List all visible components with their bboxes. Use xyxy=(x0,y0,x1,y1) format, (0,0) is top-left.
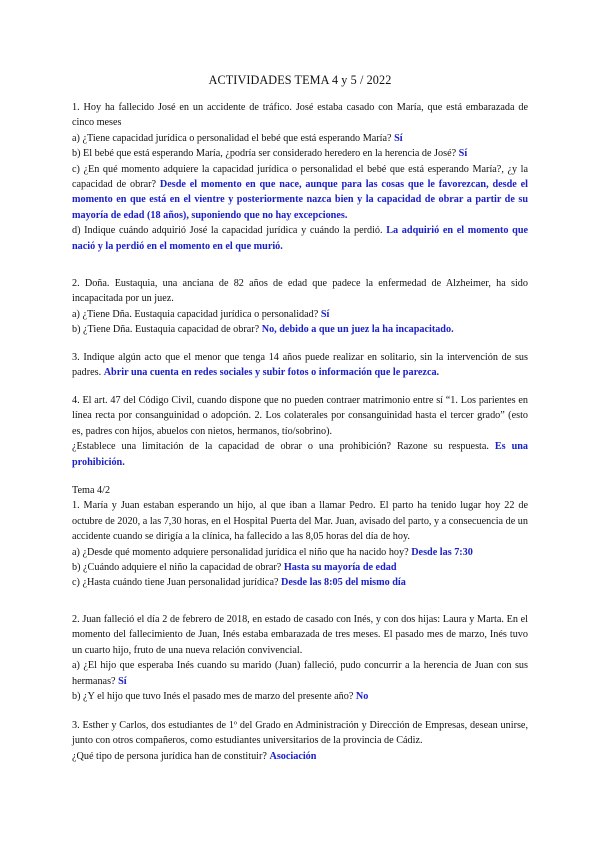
answer-1a: Sí xyxy=(394,132,403,144)
tema42-answer-2b: No xyxy=(355,691,369,703)
tema42-question-2-intro: 2. Juan falleció el día 2 de febrero de 2018, en estado de casado con Inés, y con dos hijas: Laura y Marta. En el momento del fallecimiento de Juan, Inés estaba embarazada de tres meses. El pasado mes de marzo, Inés tuvo un cuarto hijo, fruto de una nueva relación convivencial. xyxy=(72,614,528,656)
tema42-question-1b: b) ¿Cuándo adquiere el niño la capacidad de obrar? Hasta su mayoría de edad xyxy=(72,562,397,574)
question-2-intro: 2. Doña. Eustaquia, una anciana de 82 años de edad que padece la enfermedad de Alzheimer, ha sido incapacitada por un juez. xyxy=(72,278,528,305)
question-4-intro: 4. El art. 47 del Código Civil, cuando dispone que no pueden contraer matrimonio entre sí “1. Los parientes en línea recta por consanguinidad o adopción. 2. Los colaterales por consanguinidad hasta el tercer grado” (esto es, padres con hijos, abuelos con nietos, hermanos, tío/sobrino). xyxy=(72,395,528,437)
question-2a: a) ¿Tiene Dña. Eustaquia capacidad jurídica o personalidad? Sí xyxy=(72,308,330,320)
answer-1c: Desde el momento en que nace, aunque para las cosas que le favorezcan, desde el momento en que está en el vientre y posteriormente nazca bien y la capacidad de obrar a partir de su mayoría de edad (18 años), suponiendo que no hay excepciones. xyxy=(72,179,529,221)
tema42-question-3-text: ¿Qué tipo de persona jurídica han de constituir? Asociación xyxy=(72,750,317,762)
tema42-answer-1b: Hasta su mayoría de edad xyxy=(283,562,397,574)
question-3-text: 3. Indique algún acto que el menor que tenga 14 años puede realizar en solitario, sin la intervención de sus padres. Abrir una cuenta en redes sociales y subir fotos o información que le parezca. xyxy=(72,352,528,379)
answer-3: Abrir una cuenta en redes sociales y subir fotos o información que le parezca. xyxy=(103,367,440,379)
question-2b: b) ¿Tiene Dña. Eustaquia capacidad de obrar? No, debido a que un juez la ha incapacitado. xyxy=(72,324,454,336)
answer-4: Es una prohibición. xyxy=(72,441,529,468)
answer-2a: Sí xyxy=(320,308,330,320)
answer-1b: Sí xyxy=(458,148,468,160)
answer-1d: La adquirió en el momento que nació y la perdió en el momento en el que murió. xyxy=(72,225,529,252)
tema42-answer-2a: Sí xyxy=(118,675,127,687)
question-1b: b) El bebé que está esperando María, ¿podría ser considerado heredero en la herencia de José? Sí xyxy=(72,148,468,160)
tema42-question-1-intro: 1. María y Juan estaban esperando un hijo, al que iban a llamar Pedro. El parto ha tenido lugar hoy 22 de octubre de 2020, a las 7,30 horas, en el Hospital Puerta del Mar. Juan, avisado del parto, y a consecuencia de un accidente cuando se dirigía a la clínica, ha fallecido a las 8,05 horas del día de hoy. xyxy=(72,500,528,543)
tema42-question-2b: b) ¿Y el hijo que tuvo Inés el pasado mes de marzo del presente año? No xyxy=(72,691,369,703)
tema42-answer-1c: Desde las 8:05 del mismo día xyxy=(281,577,406,589)
section-heading: Tema 4/2 xyxy=(72,485,111,496)
question-4 xyxy=(72,393,528,470)
tema42-question-2 xyxy=(72,612,528,704)
tema42-question-1c: c) ¿Hasta cuándo tiene Juan personalidad jurídica? Desde las 8:05 del mismo día xyxy=(72,577,406,589)
answer-2b: No, debido a que un juez la ha incapacitado. xyxy=(261,324,454,336)
question-1a: a) ¿Tiene capacidad jurídica o personalidad el bebé que está esperando María? Sí xyxy=(72,132,403,144)
tema42-question-3-intro: 3. Esther y Carlos, dos estudiantes de 1º del Grado en Administración y Dirección de Empresas, desean unirse, junto con otros compañeros, como estudiantes universitarios de la provincia de Cádiz. xyxy=(72,720,528,747)
question-3 xyxy=(72,350,528,381)
question-2 xyxy=(72,276,528,338)
tema42-answer-3: Asociación xyxy=(269,750,317,762)
question-1 xyxy=(72,100,528,254)
tema-4-2-section xyxy=(72,483,528,591)
question-1c: c) ¿En qué momento adquiere la capacidad jurídica o personalidad el bebé que está esperando María?, ¿y la capacidad de obrar? Desde el momento en que nace, aunque para las cosas que le favorezcan, desde el momento en que está en el vientre y posteriormente nazca bien y la capacidad de obrar a partir de su mayoría de edad (18 años), suponiendo que no hay excepciones. xyxy=(72,163,529,221)
question-1d: d) Indique cuándo adquirió José la capacidad jurídica y cuándo la perdió. La adquirió en el momento que nació y la perdió en el momento en el que murió. xyxy=(72,225,529,252)
tema42-question-2a: a) ¿El hijo que esperaba Inés cuando su marido (Juan) falleció, pudo concurrir a la herencia de Juan con sus hermanas? Sí xyxy=(72,660,528,687)
question-4-text: ¿Establece una limitación de la capacidad de obrar o una prohibición? Razone su respuesta. Es una prohibición. xyxy=(72,441,529,468)
tema42-question-3 xyxy=(72,718,528,764)
page-title: ACTIVIDADES TEMA 4 y 5 / 2022 xyxy=(208,73,392,87)
tema42-answer-1a: Desde las 7:30 xyxy=(411,546,473,558)
question-1-intro: 1. Hoy ha fallecido José en un accidente de tráfico. José estaba casado con María, que está embarazada de cinco meses xyxy=(72,102,528,129)
tema42-question-1a: a) ¿Desde qué momento adquiere personalidad jurídica el niño que ha nacido hoy? Desde las 7:30 xyxy=(72,546,473,558)
